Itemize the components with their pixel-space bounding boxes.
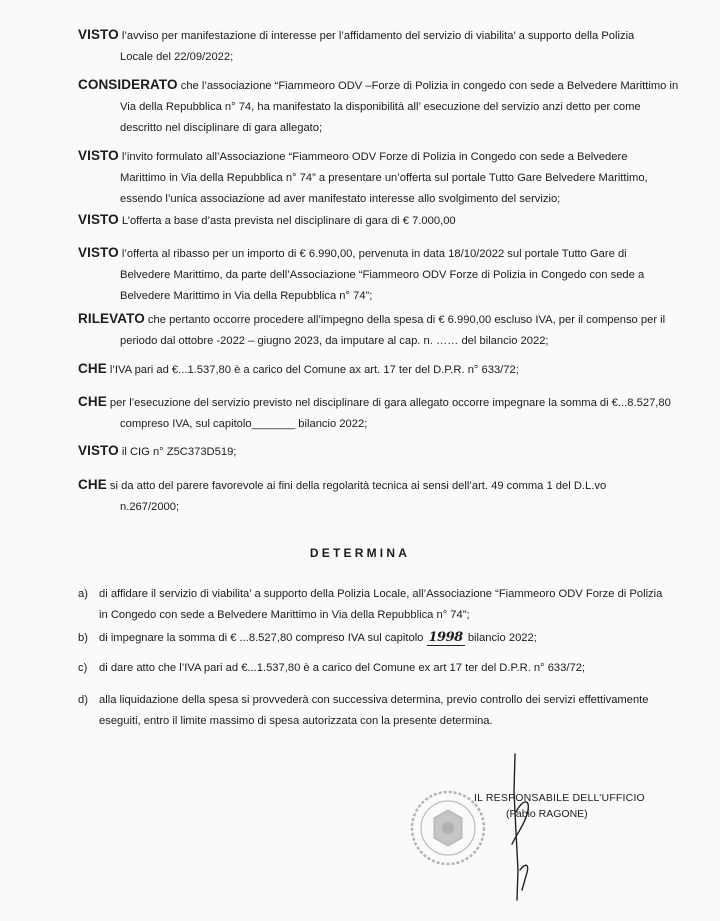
signature-name: (Fabio RAGONE) — [506, 808, 588, 820]
paragraph-text: che pertanto occorre procedere all’impegno della spesa di € 6.990,00 escluso IVA, per il compenso per il — [147, 314, 666, 326]
paragraph — [78, 474, 690, 518]
paragraph-keyword: VISTO — [78, 245, 119, 260]
paragraph — [78, 391, 690, 435]
determina-item — [78, 658, 690, 679]
determina-item — [78, 628, 690, 649]
item-marker: a) — [78, 588, 88, 600]
paragraph-keyword: VISTO — [78, 27, 119, 42]
item-text: eseguiti, entro il limite massimo di spesa autorizzata con la presente determina. — [99, 715, 493, 727]
paragraph-text: che l’associazione “Fiammeoro ODV –Forze di Polizia in congedo con sede a Belvedere Marittimo in — [180, 80, 679, 92]
paragraph-text: l’invito formulato all’Associazione “Fiammeoro ODV Forze di Polizia in Congedo con sede a Belvedere — [121, 151, 628, 163]
paragraph — [78, 358, 690, 381]
paragraph-text: si da atto del parere favorevole ai fini della regolarità tecnica ai sensi dell’art. 49 comma 1 del D.L.vo — [109, 480, 607, 492]
item-text: di affidare il servizio di viabilita’ a supporto della Polizia Locale, all’Associazione “Fiammeoro ODV Forze di Polizia — [99, 588, 663, 600]
paragraph-text: L’offerta a base d’asta prevista nel disciplinare di gara di € 7.000,00 — [121, 215, 456, 227]
paragraph — [78, 209, 690, 232]
paragraph-text: per l’esecuzione del servizio previsto nel disciplinare di gara allegato occorre impegnare la somma di €...8.527,80 — [109, 397, 671, 409]
item-text — [99, 628, 690, 649]
item-text-after: bilancio 2022; — [467, 632, 537, 644]
paragraph — [78, 145, 690, 210]
item-text: alla liquidazione della spesa si provvederà con successiva determina, previo controllo dei servizi effettivamente — [99, 694, 649, 706]
paragraph-keyword: VISTO — [78, 443, 119, 458]
determina-heading: DETERMINA — [309, 546, 411, 560]
paragraph-text: l’IVA pari ad €...1.537,80 è a carico del Comune ax art. 17 ter del D.P.R. n° 633/72; — [109, 364, 519, 376]
item-text-before: di impegnare la somma di € ...8.527,80 compreso IVA sul capitolo — [99, 632, 424, 644]
item-marker: c) — [78, 662, 88, 674]
paragraph-continuation: essendo l’unica associazione ad aver manifestato interesse allo svolgimento del servizio; — [120, 193, 561, 205]
item-marker: b) — [78, 632, 88, 644]
paragraph — [78, 308, 690, 352]
paragraph-text: l’avviso per manifestazione di interesse per l’affidamento del servizio di viabilita’ a supporto della Polizia — [121, 30, 635, 42]
paragraph-keyword: CONSIDERATO — [78, 77, 178, 92]
paragraph-keyword: CHE — [78, 361, 107, 376]
signature-title: IL RESPONSABILE DELL’UFFICIO — [474, 792, 645, 804]
paragraph — [78, 74, 690, 139]
paragraph-continuation: Marittimo in Via della Repubblica n° 74” a presentare un’offerta sul portale Tutto Gare Belvedere Marittimo, — [120, 172, 648, 184]
handwritten-signature — [512, 754, 528, 900]
paragraph-continuation: Belvedere Marittimo in Via della Repubblica n° 74”; — [120, 290, 373, 302]
item-text: in Congedo con sede a Belvedere Marittimo in Via della Repubblica n° 74”; — [99, 609, 470, 621]
handwritten-chapter-number: 1998 — [428, 630, 463, 645]
paragraph-continuation: Locale del 22/09/2022; — [120, 51, 234, 63]
signature-stamp-area — [390, 752, 690, 902]
paragraph-keyword: VISTO — [78, 212, 119, 227]
item-marker: d) — [78, 694, 88, 706]
paragraph — [78, 440, 690, 463]
paragraph-continuation: compreso IVA, sul capitolo_______ bilancio 2022; — [120, 418, 368, 430]
paragraph-continuation: descritto nel disciplinare di gara allegato; — [120, 122, 323, 134]
paragraph-continuation: periodo dal ottobre -2022 – giugno 2023, da imputare al cap. n. …… del bilancio 2022; — [120, 335, 549, 347]
paragraph-continuation: n.267/2000; — [120, 501, 180, 513]
paragraph-keyword: CHE — [78, 394, 107, 409]
paragraph-keyword: CHE — [78, 477, 107, 492]
paragraph-keyword: VISTO — [78, 148, 119, 163]
paragraph-continuation: Belvedere Marittimo, da parte dell’Associazione “Fiammeoro ODV Forze di Polizia in Congedo con sede a — [120, 269, 645, 281]
paragraph-text: il CIG n° Z5C373D519; — [121, 446, 237, 458]
paragraph-text: l’offerta al ribasso per un importo di € 6.990,00, pervenuta in data 18/10/2022 sul portale Tutto Gare di — [121, 248, 627, 260]
paragraph — [78, 242, 690, 307]
determina-item — [78, 690, 690, 732]
paragraph — [78, 24, 690, 68]
paragraph-keyword: RILEVATO — [78, 311, 145, 326]
determina-item — [78, 584, 690, 626]
paragraph-continuation: Via della Repubblica n° 74, ha manifestato la disponibilità all’ esecuzione del servizio anzi detto per come — [120, 101, 641, 113]
item-text: di dare atto che l’IVA pari ad €...1.537,80 è a carico del Comune ex art 17 ter del D.P.R. n° 633/72; — [99, 662, 586, 674]
